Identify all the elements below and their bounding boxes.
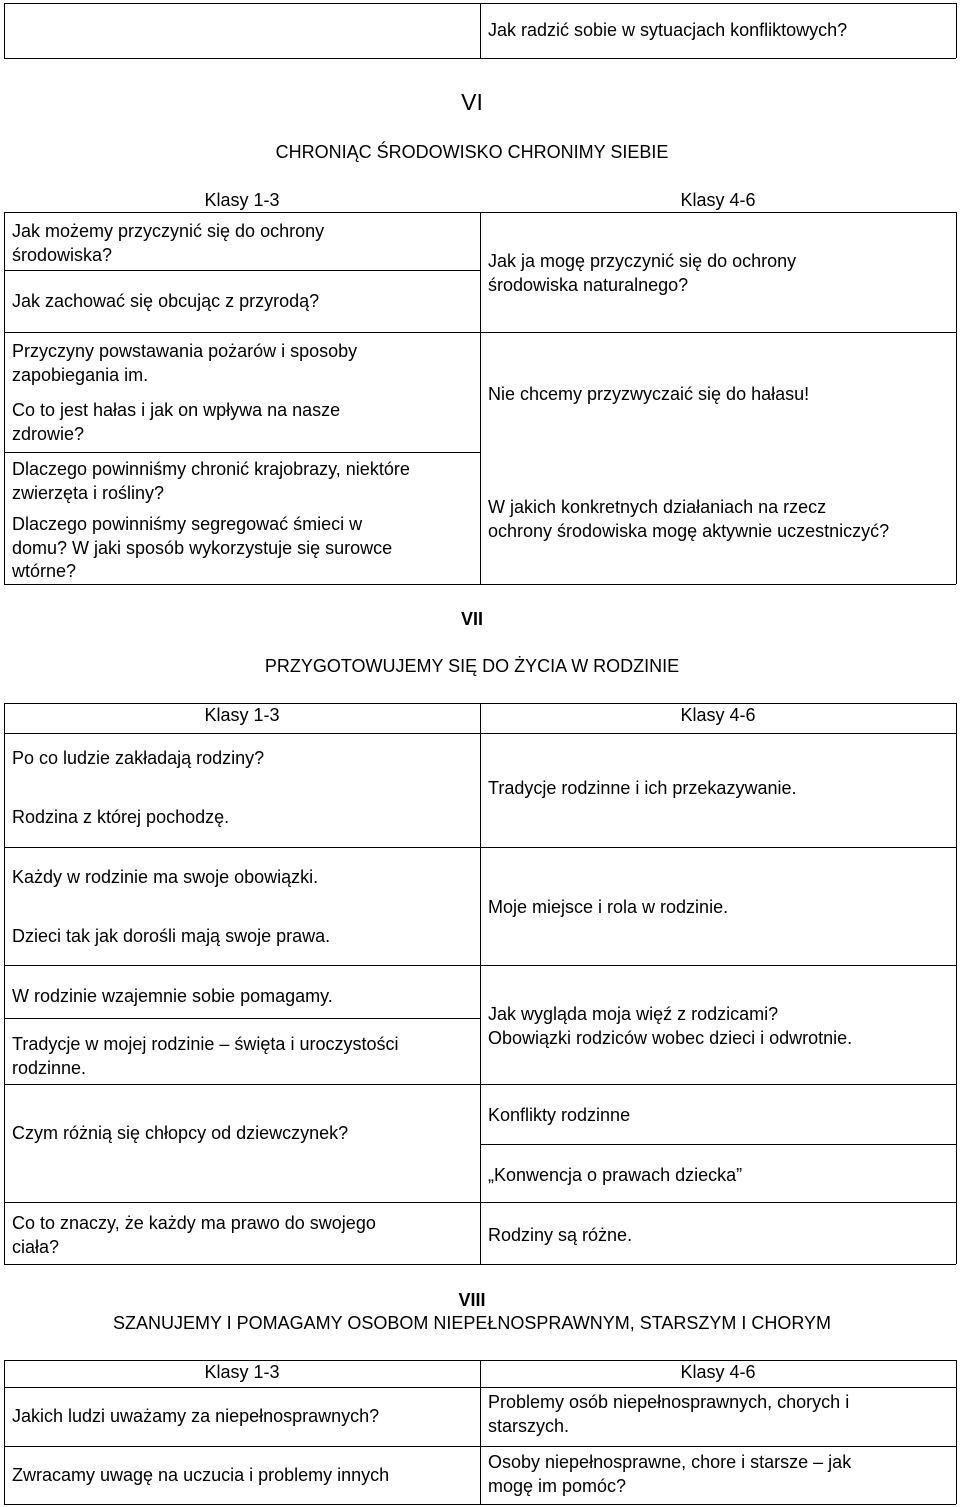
column-header-klasy-4-6: Klasy 4-6 <box>680 1362 756 1382</box>
top-row-text: Jak radzić sobie w sytuacjach konfliktowych? <box>488 20 848 40</box>
cell-text: starszych. <box>488 1416 570 1436</box>
column-header-klasy-1-3: Klasy 1-3 <box>204 190 280 210</box>
cell-text: Dlaczego powinniśmy chronić krajobrazy, niektóre <box>12 459 410 479</box>
cell-text: Rodziny są różne. <box>488 1225 633 1245</box>
cell-text: Dzieci tak jak dorośli mają swoje prawa. <box>12 926 331 946</box>
cell-text: Co to znaczy, że każdy ma prawo do swojego <box>12 1213 376 1233</box>
section-title: CHRONIĄC ŚRODOWISKO CHRONIMY SIEBIE <box>275 142 669 162</box>
cell-text: Tradycje w mojej rodzinie – święta i uroczystości <box>12 1034 399 1054</box>
cell-text: „Konwencja o prawach dziecka” <box>488 1165 743 1185</box>
cell-text: Jak ja mogę przyczynić się do ochrony <box>488 251 797 271</box>
cell-text: rodzinne. <box>12 1058 87 1078</box>
cell-text: ciała? <box>12 1237 60 1257</box>
section-title: SZANUJEMY I POMAGAMY OSOBOM NIEPEŁNOSPRAWNYM, STARSZYM I CHORYM <box>112 1313 832 1333</box>
section-number: VIII <box>458 1290 486 1310</box>
cell-text: Czym różnią się chłopcy od dziewczynek? <box>12 1123 349 1143</box>
cell-text: Jak zachować się obcując z przyrodą? <box>12 291 320 311</box>
cell-text: Dlaczego powinniśmy segregować śmieci w <box>12 514 363 534</box>
cell-text: W rodzinie wzajemnie sobie pomagamy. <box>12 986 333 1006</box>
cell-text: Rodzina z której pochodzę. <box>12 807 230 827</box>
section-title: PRZYGOTOWUJEMY SIĘ DO ŻYCIA W RODZINIE <box>264 656 680 676</box>
cell-text: Każdy w rodzinie ma swoje obowiązki. <box>12 867 319 887</box>
cell-text: zdrowie? <box>12 424 85 444</box>
cell-text: Jak możemy przyczynić się do ochrony <box>12 221 325 241</box>
column-header-klasy-4-6: Klasy 4-6 <box>680 705 756 725</box>
cell-text: zwierzęta i rośliny? <box>12 483 165 503</box>
section-number: VII <box>460 609 483 629</box>
cell-text: Nie chcemy przyzwyczaić się do hałasu! <box>488 384 810 404</box>
cell-text: Moje miejsce i rola w rodzinie. <box>488 897 729 917</box>
cell-text: Przyczyny powstawania pożarów i sposoby <box>12 341 358 361</box>
cell-text: domu? W jaki sposób wykorzystuje się surowce <box>12 538 393 558</box>
column-header-klasy-1-3: Klasy 1-3 <box>204 1362 280 1382</box>
cell-text: Konflikty rodzinne <box>488 1105 631 1125</box>
cell-text: Problemy osób niepełnosprawnych, chorych i <box>488 1392 850 1412</box>
cell-text: ochrony środowiska mogę aktywnie uczestniczyć? <box>488 521 890 541</box>
cell-text: W jakich konkretnych działaniach na rzecz <box>488 497 827 517</box>
cell-text: Osoby niepełnosprawne, chore i starsze – jak <box>488 1452 852 1472</box>
cell-text: Jakich ludzi uważamy za niepełnosprawnych? <box>12 1406 380 1426</box>
cell-text: Obowiązki rodziców wobec dzieci i odwrotnie. <box>488 1028 853 1048</box>
cell-text: mogę im pomóc? <box>488 1476 627 1496</box>
cell-text: Tradycje rodzinne i ich przekazywanie. <box>488 778 797 798</box>
column-header-klasy-4-6: Klasy 4-6 <box>680 190 756 210</box>
column-header-klasy-1-3: Klasy 1-3 <box>204 705 280 725</box>
section-number: VI <box>461 89 483 115</box>
cell-text: środowiska? <box>12 245 113 265</box>
cell-text: Po co ludzie zakładają rodziny? <box>12 748 265 768</box>
cell-text: Co to jest hałas i jak on wpływa na nasze <box>12 400 341 420</box>
cell-text: Zwracamy uwagę na uczucia i problemy innych <box>12 1465 390 1485</box>
cell-text: Jak wygląda moja więź z rodzicami? <box>488 1004 779 1024</box>
cell-text: wtórne? <box>12 561 77 581</box>
cell-text: zapobiegania im. <box>12 365 149 385</box>
cell-text: środowiska naturalnego? <box>488 275 689 295</box>
